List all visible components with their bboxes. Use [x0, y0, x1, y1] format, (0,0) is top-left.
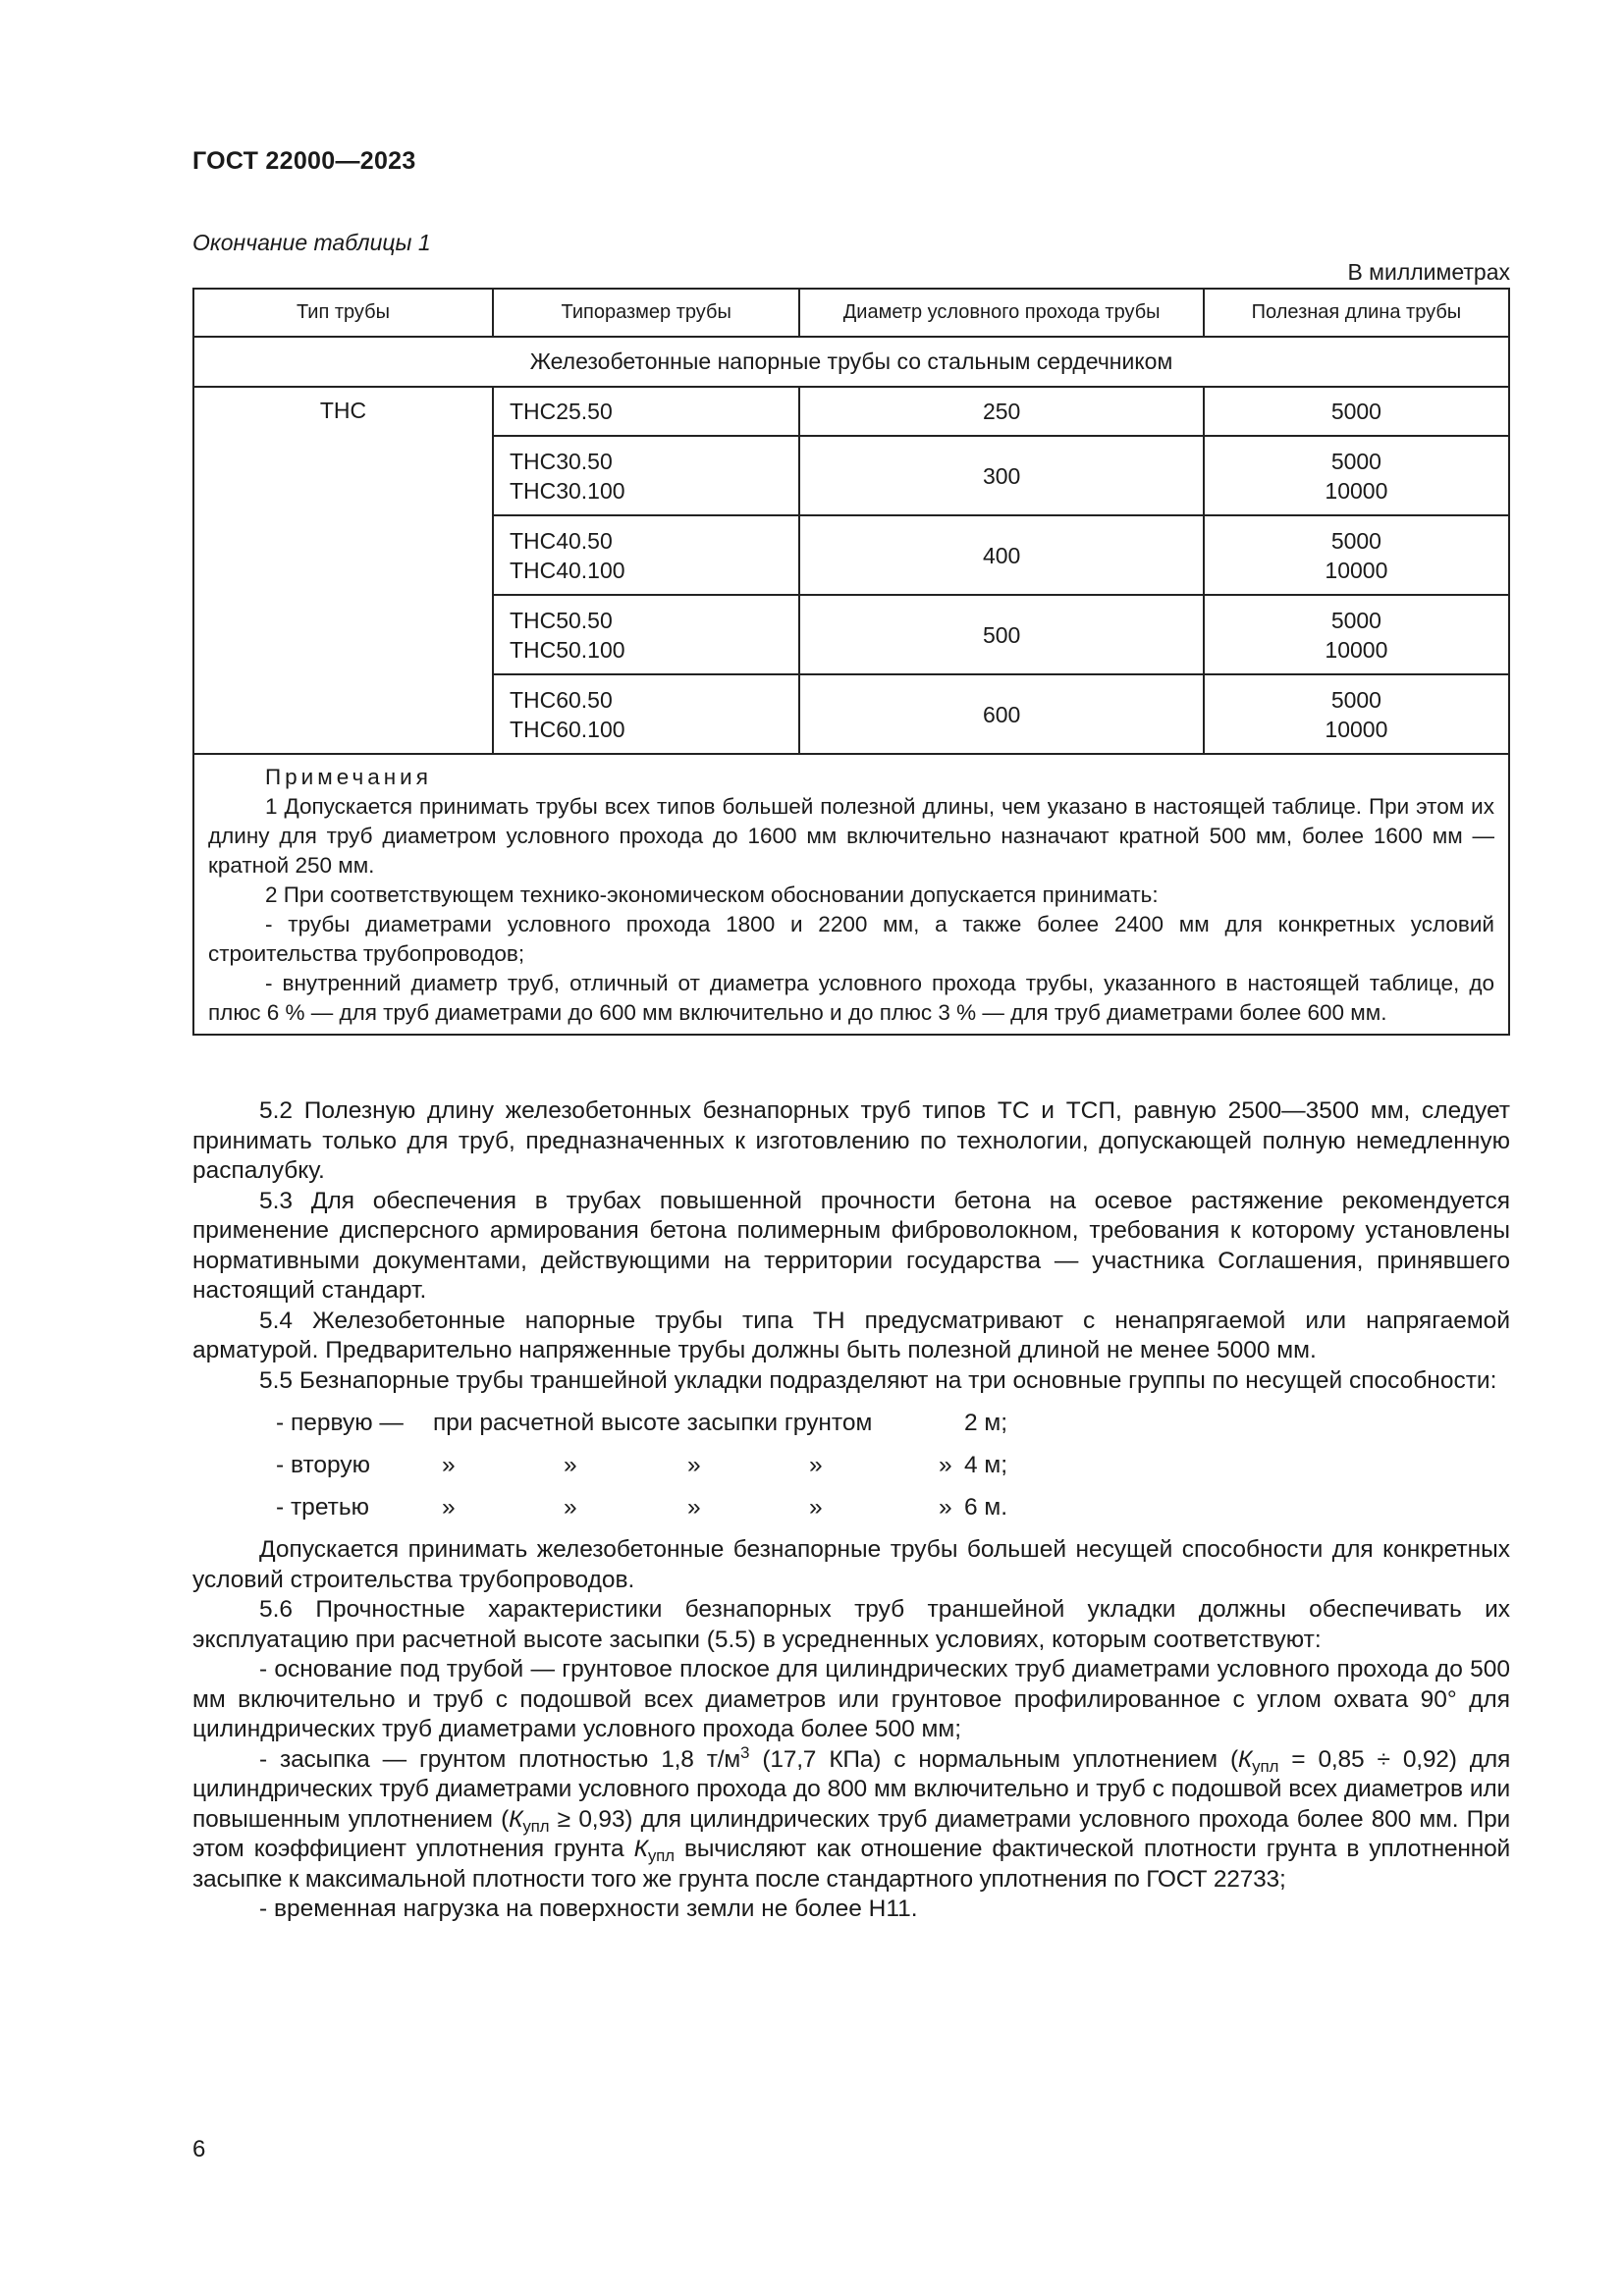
note-1: 1 Допускается принимать трубы всех типов большей полезной длины, чем указано в настоящей таблице. При этом их длину для труб диаметром условного прохода до 1600 мм включительно назначают кратной 500 мм, более 1600 мм — кратной 250 мм. — [208, 794, 1494, 878]
ditto-mark: » — [442, 1452, 456, 1478]
size-value: ТНС30.50 — [509, 448, 613, 474]
size-cell — [493, 515, 800, 595]
size-cell — [493, 436, 800, 515]
group-value: 2 м; — [964, 1410, 1008, 1436]
text-run: ≥ 0,93) для цилиндрических труб диаметрами условного прохода более 800 мм. При этом коэффициент уплотнения грунта — [192, 1805, 1510, 1862]
size-value: ТНС25.50 — [509, 399, 613, 424]
page-number: 6 — [192, 2136, 206, 2163]
size-cell — [493, 595, 800, 674]
diameter-cell: 400 — [799, 515, 1203, 595]
group-label: - третью — [276, 1494, 369, 1521]
length-value: 5000 — [1330, 527, 1381, 554]
note-2-item: - внутренний диаметр труб, отличный от диаметра условного прохода трубы, указанного в настоящей таблице, до плюс 6 % — для труб диаметрами до 600 мм включительно и до плюс 3 % — для труб диаметрами более 600 мм. — [208, 971, 1494, 1025]
paragraph-5-5-note: Допускается принимать железобетонные безнапорные трубы большей несущей способности для конкретных условий строительства трубопроводов. — [192, 1536, 1510, 1593]
column-header: Типоразмер трубы — [493, 289, 800, 337]
group-value: 4 м; — [964, 1452, 1008, 1478]
size-value: ТНС60.100 — [509, 716, 625, 742]
ditto-mark: » — [939, 1494, 952, 1521]
paragraph-5-6: 5.6 Прочностные характеристики безнапорных труб траншейной укладки должны обеспечивать их эксплуатацию при расчетной высоте засыпки (5.5) в усредненных условиях, которым соответствуют: — [192, 1596, 1510, 1653]
size-value: ТНС60.50 — [509, 686, 613, 713]
notes-title: Примечания — [265, 765, 432, 789]
body-text — [192, 1096, 1510, 1925]
length-cell — [1204, 436, 1509, 515]
ditto-mark: » — [687, 1494, 701, 1521]
size-cell — [493, 387, 800, 436]
group-label: - вторую — [276, 1452, 370, 1478]
text-run: (17,7 КПа) с нормальным уплотнением ( — [749, 1745, 1238, 1773]
diameter-cell: 600 — [799, 674, 1203, 754]
length-cell — [1204, 595, 1509, 674]
ditto-mark: » — [564, 1494, 577, 1521]
group-row — [192, 1409, 1510, 1451]
coefficient-symbol: К — [633, 1836, 648, 1862]
group-condition: при расчетной высоте засыпки грунтом — [433, 1410, 873, 1436]
length-value: 10000 — [1325, 716, 1388, 742]
ditto-mark: » — [809, 1494, 823, 1521]
table-units: В миллиметрах — [1347, 259, 1510, 285]
length-value: 5000 — [1330, 448, 1381, 474]
ditto-mark: » — [564, 1452, 577, 1478]
note-2-item: - трубы диаметрами условного прохода 1800 и 2200 мм, а также более 2400 мм для конкретных условий строительства трубопроводов; — [208, 912, 1494, 966]
paragraph-5-6-item — [192, 1742, 1511, 1896]
coefficient-symbol: К — [1237, 1745, 1253, 1773]
table-notes-row — [193, 754, 1509, 1035]
text-run: вычисляют как отношение фактической плотности грунта в уплотненной засыпке к максимальной плотности того же грунта после стандартного уплотнения по ГОСТ 22733; — [192, 1836, 1510, 1893]
text-run: - засыпка — грунтом плотностью 1,8 т/м — [259, 1745, 741, 1773]
diameter-cell: 300 — [799, 436, 1203, 515]
length-value: 5000 — [1330, 399, 1381, 424]
column-header: Диаметр условного прохода трубы — [799, 289, 1203, 337]
length-value: 10000 — [1325, 636, 1388, 663]
group-title: Железобетонные напорные трубы со стальным сердечником — [193, 337, 1509, 387]
paragraph-5-3: 5.3 Для обеспечения в трубах повышенной прочности бетона на осевое растяжение рекомендуется применение дисперсного армирования бетона полимерным фиброволокном, требования к которому установлены нормативными документами, действующими на территории государства — участника Соглашения, принявшего настоящий стандарт. — [192, 1187, 1510, 1304]
size-value: ТНС40.50 — [509, 527, 613, 554]
pipe-type-cell: ТНС — [193, 387, 493, 754]
table-row — [193, 387, 1509, 436]
length-value: 5000 — [1330, 686, 1381, 713]
length-value: 5000 — [1330, 607, 1381, 633]
paragraph-5-6-item: - основание под трубой — грунтовое плоское для цилиндрических труб диаметрами условного прохода до 500 мм включительно и труб с подошвой всех диаметров или грунтовое профилированное с углом охвата 90° для цилиндрических труб диаметрами условного прохода более 500 мм; — [192, 1656, 1510, 1742]
table-group-row — [193, 337, 1509, 387]
text-run: = 0,85 ÷ 0,92) для цилиндрических труб диаметрами условного прохода до 800 мм включительно и труб с подошвой всех диаметров или повышенным уплотнением ( — [192, 1745, 1511, 1833]
standard-header: ГОСТ 22000—2023 — [192, 147, 416, 175]
length-cell — [1204, 515, 1509, 595]
subscript: упл — [1252, 1756, 1279, 1776]
notes-cell — [193, 754, 1509, 1035]
size-value: ТНС40.100 — [509, 557, 625, 583]
group-row — [192, 1451, 1510, 1493]
ditto-mark: » — [939, 1452, 952, 1478]
diameter-cell: 500 — [799, 595, 1203, 674]
size-value: ТНС50.50 — [509, 607, 613, 633]
ditto-mark: » — [809, 1452, 823, 1478]
subscript: упл — [522, 1816, 550, 1836]
column-header: Полезная длина трубы — [1204, 289, 1509, 337]
length-cell — [1204, 674, 1509, 754]
superscript: 3 — [740, 1742, 750, 1762]
length-value: 10000 — [1325, 557, 1388, 583]
ditto-mark: » — [442, 1494, 456, 1521]
length-value: 10000 — [1325, 477, 1388, 504]
bearing-groups-list — [192, 1409, 1510, 1535]
paragraph-5-2: 5.2 Полезную длину железобетонных безнапорных труб типов ТС и ТСП, равную 2500—3500 мм, следует принимать только для труб, предназначенных к изготовлению по технологии, допускающей полную немедленную распалубку. — [192, 1097, 1510, 1184]
group-label: - первую — — [276, 1410, 404, 1436]
table-header-row — [193, 289, 1509, 337]
paragraph-5-4: 5.4 Железобетонные напорные трубы типа ТН предусматривают с ненапрягаемой или напрягаемой арматурой. Предварительно напряженные трубы должны быть полезной длиной не менее 5000 мм. — [192, 1307, 1510, 1363]
note-2: 2 При соответствующем технико-экономическом обосновании допускается принимать: — [265, 882, 1159, 907]
column-header: Тип трубы — [193, 289, 493, 337]
group-row — [192, 1493, 1510, 1535]
pipe-table — [192, 288, 1510, 1036]
size-value: ТНС50.100 — [509, 636, 625, 663]
ditto-mark: » — [687, 1452, 701, 1478]
paragraph-5-5: 5.5 Безнапорные трубы траншейной укладки подразделяют на три основные группы по несущей способности: — [259, 1366, 1497, 1394]
group-value: 6 м. — [964, 1494, 1008, 1521]
size-cell — [493, 674, 800, 754]
table-caption: Окончание таблицы 1 — [192, 230, 431, 255]
length-cell — [1204, 387, 1509, 436]
size-value: ТНС30.100 — [509, 477, 625, 504]
paragraph-5-6-item: - временная нагрузка на поверхности земли не более Н11. — [259, 1896, 918, 1922]
coefficient-symbol: К — [509, 1805, 523, 1833]
diameter-cell: 250 — [799, 387, 1203, 436]
subscript: упл — [647, 1846, 675, 1865]
